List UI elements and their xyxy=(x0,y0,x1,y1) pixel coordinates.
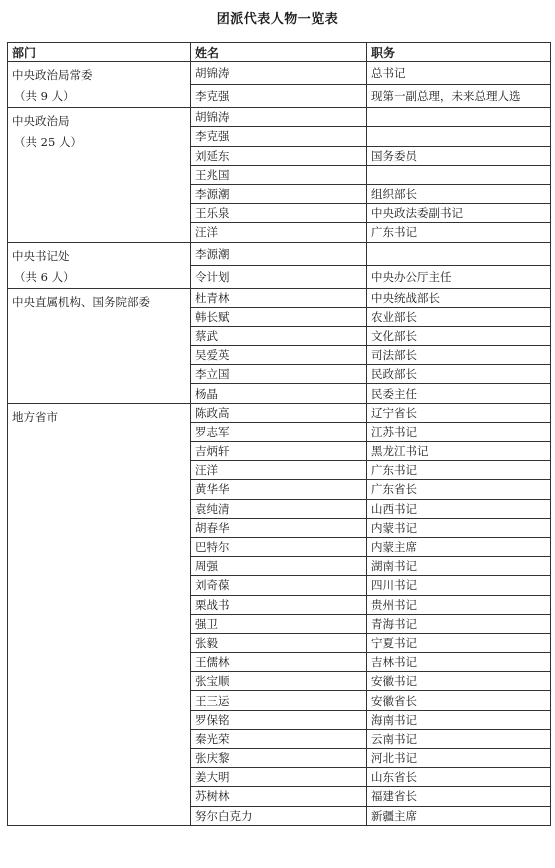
person-position xyxy=(367,242,551,265)
person-position: 民委主任 xyxy=(367,384,551,403)
person-position: 山东省长 xyxy=(367,768,551,787)
person-position: 安徽书记 xyxy=(367,672,551,691)
person-position: 广东书记 xyxy=(367,223,551,242)
person-position: 山西书记 xyxy=(367,499,551,518)
person-position: 新疆主席 xyxy=(367,806,551,825)
person-name: 胡锦涛 xyxy=(191,62,367,85)
person-position: 宁夏书记 xyxy=(367,633,551,652)
person-position: 湖南书记 xyxy=(367,557,551,576)
person-name: 李克强 xyxy=(191,127,367,146)
person-position: 吉林书记 xyxy=(367,653,551,672)
person-name: 刘奇葆 xyxy=(191,576,367,595)
table-row xyxy=(8,108,551,127)
person-position xyxy=(367,127,551,146)
person-position: 贵州书记 xyxy=(367,595,551,614)
person-name: 李源潮 xyxy=(191,242,367,265)
person-name: 袁纯清 xyxy=(191,499,367,518)
person-name: 秦光荣 xyxy=(191,729,367,748)
person-name: 陈政高 xyxy=(191,403,367,422)
person-position: 黑龙江书记 xyxy=(367,442,551,461)
person-name: 李源潮 xyxy=(191,184,367,203)
person-name: 汪洋 xyxy=(191,223,367,242)
person-name: 王三运 xyxy=(191,691,367,710)
person-position: 河北书记 xyxy=(367,749,551,768)
person-name: 强卫 xyxy=(191,614,367,633)
person-name: 王乐泉 xyxy=(191,204,367,223)
person-name: 汪洋 xyxy=(191,461,367,480)
person-position: 国务委员 xyxy=(367,146,551,165)
person-name: 巴特尔 xyxy=(191,537,367,556)
person-position: 辽宁省长 xyxy=(367,403,551,422)
person-name: 周强 xyxy=(191,557,367,576)
department-cell xyxy=(8,288,191,403)
person-name: 努尔白克力 xyxy=(191,806,367,825)
person-name: 黄华华 xyxy=(191,480,367,499)
person-position: 内蒙主席 xyxy=(367,537,551,556)
department-count: （共 9 人） xyxy=(14,89,75,104)
header-row xyxy=(8,43,551,62)
department-label: 中央政治局常委 xyxy=(12,68,93,83)
department-label: 中央直属机构、国务院部委 xyxy=(12,294,150,309)
person-position: 中央政法委副书记 xyxy=(367,204,551,223)
person-position: 司法部长 xyxy=(367,346,551,365)
person-position: 福建省长 xyxy=(367,787,551,806)
document-title: 团派代表人物一览表 xyxy=(216,12,339,27)
roster-body xyxy=(8,62,551,826)
header-department: 部门 xyxy=(8,43,191,62)
person-name: 苏树林 xyxy=(191,787,367,806)
person-position: 中央办公厅主任 xyxy=(367,265,551,288)
person-name: 王兆国 xyxy=(191,165,367,184)
table-row xyxy=(8,403,551,422)
person-name: 令计划 xyxy=(191,265,367,288)
person-position: 中央统战部长 xyxy=(367,288,551,307)
person-name: 栗战书 xyxy=(191,595,367,614)
person-position: 现第一副总理，未来总理人选 xyxy=(367,85,551,108)
department-count: （共 25 人） xyxy=(14,135,82,150)
person-name: 胡春华 xyxy=(191,518,367,537)
department-label: 中央书记处 xyxy=(12,248,70,263)
person-position: 青海书记 xyxy=(367,614,551,633)
table-row xyxy=(8,288,551,307)
person-name: 张庆黎 xyxy=(191,749,367,768)
person-name: 姜大明 xyxy=(191,768,367,787)
person-position: 农业部长 xyxy=(367,307,551,326)
department-count: （共 6 人） xyxy=(14,269,75,284)
person-position: 四川书记 xyxy=(367,576,551,595)
department-cell xyxy=(8,403,191,825)
person-name: 杨晶 xyxy=(191,384,367,403)
person-position: 广东省长 xyxy=(367,480,551,499)
header-position: 职务 xyxy=(367,43,551,62)
person-name: 杜青林 xyxy=(191,288,367,307)
person-position: 总书记 xyxy=(367,62,551,85)
person-name: 李克强 xyxy=(191,85,367,108)
roster-table xyxy=(7,42,551,826)
person-name: 罗保铭 xyxy=(191,710,367,729)
person-position: 民政部长 xyxy=(367,365,551,384)
person-name: 吴爱英 xyxy=(191,346,367,365)
person-position: 海南书记 xyxy=(367,710,551,729)
department-label: 中央政治局 xyxy=(12,114,70,129)
person-name: 张宝顺 xyxy=(191,672,367,691)
department-cell xyxy=(8,62,191,108)
person-position: 组织部长 xyxy=(367,184,551,203)
department-label: 地方省市 xyxy=(12,409,58,424)
person-name: 胡锦涛 xyxy=(191,108,367,127)
person-name: 张毅 xyxy=(191,633,367,652)
person-position: 安徽省长 xyxy=(367,691,551,710)
department-cell xyxy=(8,108,191,242)
person-position: 广东书记 xyxy=(367,461,551,480)
person-name: 王儒林 xyxy=(191,653,367,672)
person-position: 江苏书记 xyxy=(367,422,551,441)
person-name: 罗志军 xyxy=(191,422,367,441)
table-row xyxy=(8,62,551,85)
table-row xyxy=(8,242,551,265)
person-name: 李立国 xyxy=(191,365,367,384)
person-position xyxy=(367,108,551,127)
header-name: 姓名 xyxy=(191,43,367,62)
person-name: 吉炳轩 xyxy=(191,442,367,461)
person-position: 云南书记 xyxy=(367,729,551,748)
department-cell xyxy=(8,242,191,288)
person-name: 韩长赋 xyxy=(191,307,367,326)
person-position: 文化部长 xyxy=(367,326,551,345)
person-position xyxy=(367,165,551,184)
person-position: 内蒙书记 xyxy=(367,518,551,537)
person-name: 蔡武 xyxy=(191,326,367,345)
person-name: 刘延东 xyxy=(191,146,367,165)
